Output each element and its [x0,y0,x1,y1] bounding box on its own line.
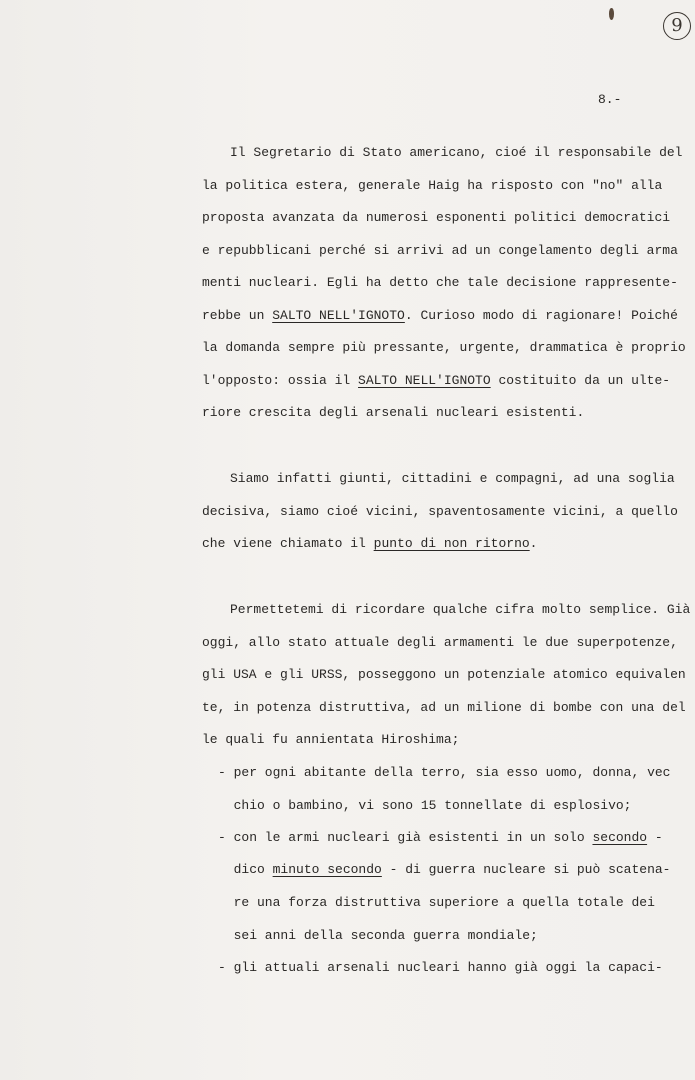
text-line: Siamo infatti giunti, cittadini e compagni, ad una soglia [230,471,675,486]
text-line: menti nucleari. Egli ha detto che tale decisione rappresente- [202,275,678,290]
text-line: gli USA e gli URSS, posseggono un potenziale atomico equivalen [202,667,686,682]
text-line: che viene chiamato il punto di non ritorno. [202,536,538,551]
list-item-line: - per ogni abitante della terro, sia esso uomo, donna, vec [218,765,671,780]
text-line: l'opposto: ossia il SALTO NELL'IGNOTO costituito da un ulte- [202,373,671,388]
underlined-phrase: punto di non ritorno [373,536,530,551]
list-item-line: - con le armi nucleari già esistenti in un solo secondo - [218,830,663,845]
text-line: Il Segretario di Stato americano, cioé il responsabile del [230,145,683,160]
text-line: la domanda sempre più pressante, urgente, drammatica è proprio [202,340,686,355]
underlined-phrase: secondo [592,830,648,845]
ink-mark [609,8,614,20]
text-line: oggi, allo stato attuale degli armamenti le due superpotenze, [202,635,678,650]
list-item-line: re una forza distruttiva superiore a quella totale dei [218,895,655,910]
list-item-line: dico minuto secondo - di guerra nucleare si può scatena- [218,862,671,877]
page-number: 8.- [598,92,622,107]
underlined-phrase: SALTO NELL'IGNOTO [358,373,491,388]
underlined-phrase: SALTO NELL'IGNOTO [272,308,405,323]
list-item-line: - gli attuali arsenali nucleari hanno già oggi la capaci- [218,960,663,975]
text-line: decisiva, siamo cioé vicini, spaventosamente vicini, a quello [202,504,678,519]
text-line: riore crescita degli arsenali nucleari esistenti. [202,405,585,420]
list-item-line: sei anni della seconda guerra mondiale; [218,928,538,943]
text-line: rebbe un SALTO NELL'IGNOTO. Curioso modo di ragionare! Poiché [202,308,678,323]
text-line: te, in potenza distruttiva, ad un milione di bombe con una del [202,700,686,715]
circled-page-number: 9 [663,12,691,40]
underlined-phrase: minuto secondo [272,862,382,877]
text-line: Permettetemi di ricordare qualche cifra molto semplice. Già [230,602,691,617]
text-line: proposta avanzata da numerosi esponenti politici democratici [202,210,671,225]
text-line: e repubblicani perché si arrivi ad un congelamento degli arma [202,243,678,258]
text-line: la politica estera, generale Haig ha risposto con "no" alla [202,178,663,193]
text-line: le quali fu annientata Hiroshima; [202,732,460,747]
list-item-line: chio o bambino, vi sono 15 tonnellate di esplosivo; [218,798,632,813]
